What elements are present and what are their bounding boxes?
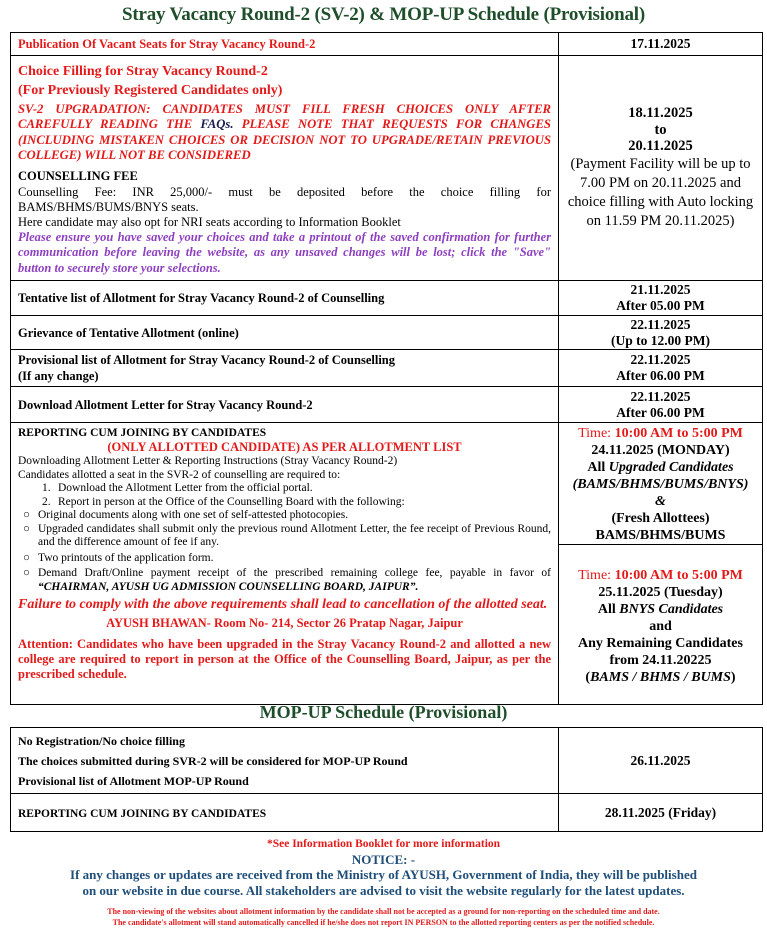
- event-label: Provisional list of Allotment for Stray Vacancy Round-2 of Counselling: [18, 353, 395, 367]
- date-note: (Payment Facility will be up to 7.00 PM on 20.11.2025 and choice filling with Auto locking on 11.59 PM 20.11.2025): [567, 156, 754, 229]
- sv2-schedule-table: [10, 32, 763, 705]
- disclaimer-2: The candidate's allotment will stand automatically cancelled if he/she does not report IN PERSON to the allotted reporting centers as per the notified schedule.: [112, 918, 655, 927]
- event-cell: [11, 56, 559, 281]
- mopup-line: Provisional list of Allotment MOP-UP Round: [18, 773, 249, 788]
- event-cell: [11, 350, 559, 387]
- event-cell: [11, 387, 559, 423]
- slot-date: 25.11.2025 (Tuesday): [598, 585, 723, 600]
- slot-date: 24.11.2025 (MONDAY): [591, 443, 730, 458]
- attention-note: Attention: Candidates who have been upgraded in the Stray Vacancy Round-2 and allotted a new college are required to report in person at the Office of the Counselling Board, Jaipur, as per the prescribed schedule.: [18, 637, 551, 681]
- booklet-note: *See Information Booklet for more information: [266, 838, 501, 850]
- date-cell: [559, 281, 763, 316]
- save-choices-note: Please ensure you have saved your choices and take a printout of the saved confirmation for further communication before leaving the website, as any unsaved changes will be lost; click the "Save" button to securely store your selections.: [18, 229, 551, 275]
- date-cell: [559, 794, 763, 832]
- requirement-bullet: ○ Two printouts of the application form.: [18, 552, 551, 566]
- slot-time: Time: 10:00 AM to 5:00 PM: [578, 426, 743, 441]
- choice-filling-heading: Choice Filling for Stray Vacancy Round-2: [18, 63, 268, 79]
- mopup-line: REPORTING CUM JOINING BY CANDIDATES: [18, 807, 267, 820]
- event-time: After 06.00 PM: [616, 404, 705, 420]
- slot-time: Time: 10:00 AM to 5:00 PM: [578, 568, 743, 583]
- slot-remaining: Any Remaining Candidates: [578, 636, 743, 651]
- reporting-line2: Candidates allotted a seat in the SVR-2 of counselling are required to:: [18, 468, 341, 481]
- event-label: Tentative list of Allotment for Stray Vacancy Round-2 of Counselling: [18, 291, 385, 305]
- reporting-address: AYUSH BHAWAN- Room No- 214, Sector 26 Pratap Nagar, Jaipur: [106, 616, 463, 630]
- slot-courses: (BAMS / BHMS / BUMS): [585, 670, 736, 685]
- event-date: 21.11.2025: [630, 282, 691, 297]
- counselling-fee-heading: COUNSELLING FEE: [18, 168, 138, 183]
- event-cell: [11, 281, 559, 316]
- bullet-circle-icon: ○: [23, 551, 30, 564]
- event-date: 17.11.2025: [630, 36, 691, 51]
- slot-from: from 24.11.20225: [609, 653, 712, 668]
- date-cell: [559, 728, 763, 794]
- bullet-circle-icon: ○: [23, 567, 30, 579]
- event-cell: [11, 728, 559, 794]
- event-time: After 05.00 PM: [616, 298, 705, 313]
- table-row: [11, 56, 763, 281]
- table-row: [11, 728, 763, 794]
- requirement-bullet: ○ Upgraded candidates shall submit only the previous round Allotment Letter, the fee receipt of Previous Round, and the difference amount of fee if any.: [18, 523, 551, 550]
- page-title: Stray Vacancy Round-2 (SV-2) & MOP-UP Schedule (Provisional): [122, 4, 645, 25]
- reporting-cell: [11, 423, 559, 705]
- reporting-slot-2: [559, 545, 763, 705]
- event-cell: [11, 33, 559, 56]
- reporting-line1: Downloading Allotment Letter & Reporting Instructions (Stray Vacancy Round-2): [18, 455, 398, 467]
- mopup-title: MOP-UP Schedule (Provisional): [259, 702, 508, 722]
- upgradation-warning: SV-2 UPGRADATION: CANDIDATES MUST FILL FRESH CHOICES ONLY AFTER CAREFULLY READING THE FAQs. PLEASE NOTE THAT REQUESTS FOR CHANGES (INCLUDING MISTAKEN CHOICES OR DECISION NOT TO UPGRADE/RETAIN PREVIOUS COLLEGE) WILL NOT BE CONSIDERED: [18, 101, 551, 163]
- table-row: [11, 316, 763, 350]
- failure-warning: Failure to comply with the above requirements shall lead to cancellation of the allotted seat.: [18, 597, 548, 612]
- counselling-fee-text: Counselling Fee: INR 25,000/- must be deposited before the choice filling for BAMS/BHMS/BUMS/BNYS seats.: [18, 184, 551, 214]
- reporting-heading: REPORTING CUM JOINING BY CANDIDATES: [18, 427, 267, 439]
- event-cell: [11, 316, 559, 350]
- reporting-slot-1: [559, 423, 763, 545]
- event-sublabel: (If any change): [18, 369, 99, 383]
- event-label: Download Allotment Letter for Stray Vacancy Round-2: [18, 397, 313, 412]
- date-from: 18.11.2025: [628, 105, 693, 121]
- event-time: After 06.00 PM: [616, 368, 705, 383]
- slot-and: and: [649, 619, 672, 634]
- notice-title: NOTICE: -: [351, 852, 416, 867]
- event-time: (Up to 12.00 PM): [611, 332, 710, 348]
- slot-fresh: (Fresh Allottees): [611, 511, 710, 526]
- requirement-bullet: ○ Original documents along with one set of self-attested photocopies.: [18, 509, 551, 523]
- table-row: [11, 387, 763, 423]
- reporting-subheading: (ONLY ALLOTTED CANDIDATE) AS PER ALLOTMENT LIST: [107, 440, 462, 454]
- slot-candidates: All BNYS Candidates: [597, 602, 724, 617]
- date-cell: [559, 387, 763, 423]
- slot-ampersand: &: [655, 494, 666, 509]
- faqs-link[interactable]: FAQs.: [200, 117, 234, 132]
- choice-filling-subheading: (For Previously Registered Candidates only): [18, 82, 283, 98]
- table-row: [11, 350, 763, 387]
- bullet-circle-icon: ○: [23, 509, 30, 521]
- reporting-step: 2. Report in person at the Office of the Counselling Board with the following:: [42, 495, 405, 508]
- slot-courses: (BAMS/BHMS/BUMS/BNYS): [572, 477, 749, 492]
- requirement-bullet: ○ Demand Draft/Online payment receipt of the prescribed remaining college fee, payable in favor of “CHAIRMAN, AYUSH UG ADMISSION COUNSELLING BOARD, JAIPUR”.: [18, 567, 551, 594]
- slot-candidates: All Upgraded Candidates: [587, 460, 734, 475]
- nri-seats-text: Here candidate may also opt for NRI seats according to Information Booklet: [18, 214, 401, 229]
- table-row: [11, 33, 763, 56]
- notice-line-2: on our website in due course. All stakeholders are advised to visit the website regularly for the latest updates.: [82, 883, 685, 898]
- event-label: Grievance of Tentative Allotment (online): [18, 325, 239, 340]
- slot-fresh-courses: BAMS/BHMS/BUMS: [595, 528, 726, 543]
- payee-name: “CHAIRMAN, AYUSH UG ADMISSION COUNSELLING BOARD, JAIPUR”.: [38, 580, 419, 593]
- mopup-line: No Registration/No choice filling: [18, 733, 185, 748]
- bullet-circle-icon: ○: [23, 522, 30, 535]
- table-row: [11, 423, 763, 545]
- mopup-schedule-table: [10, 727, 763, 832]
- date-cell: [559, 56, 763, 281]
- event-date: 26.11.2025: [630, 752, 691, 768]
- event-date: 28.11.2025 (Friday): [604, 804, 717, 820]
- reporting-step: 1. Download the Allotment Letter from the official portal.: [42, 482, 313, 494]
- table-row: [11, 794, 763, 832]
- event-label: Publication Of Vacant Seats for Stray Vacancy Round-2: [18, 37, 316, 51]
- event-date: 22.11.2025: [630, 316, 691, 332]
- date-to-word: to: [654, 122, 667, 138]
- date-cell: [559, 33, 763, 56]
- notice-line-1: If any changes or updates are received from the Ministry of AYUSH, Government of India, they will be published: [70, 867, 697, 882]
- date-to: 20.11.2025: [628, 138, 693, 154]
- date-cell: [559, 350, 763, 387]
- mopup-line: The choices submitted during SVR-2 will be considered for MOP-UP Round: [18, 753, 408, 768]
- date-cell: [559, 316, 763, 350]
- event-date: 22.11.2025: [630, 388, 691, 404]
- event-date: 22.11.2025: [630, 352, 691, 367]
- event-cell: [11, 794, 559, 832]
- table-row: [11, 281, 763, 316]
- disclaimer-1: The non-viewing of the websites about allotment information by the candidate shall not be accepted as a ground for non-reporting on the scheduled time and date.: [107, 907, 660, 916]
